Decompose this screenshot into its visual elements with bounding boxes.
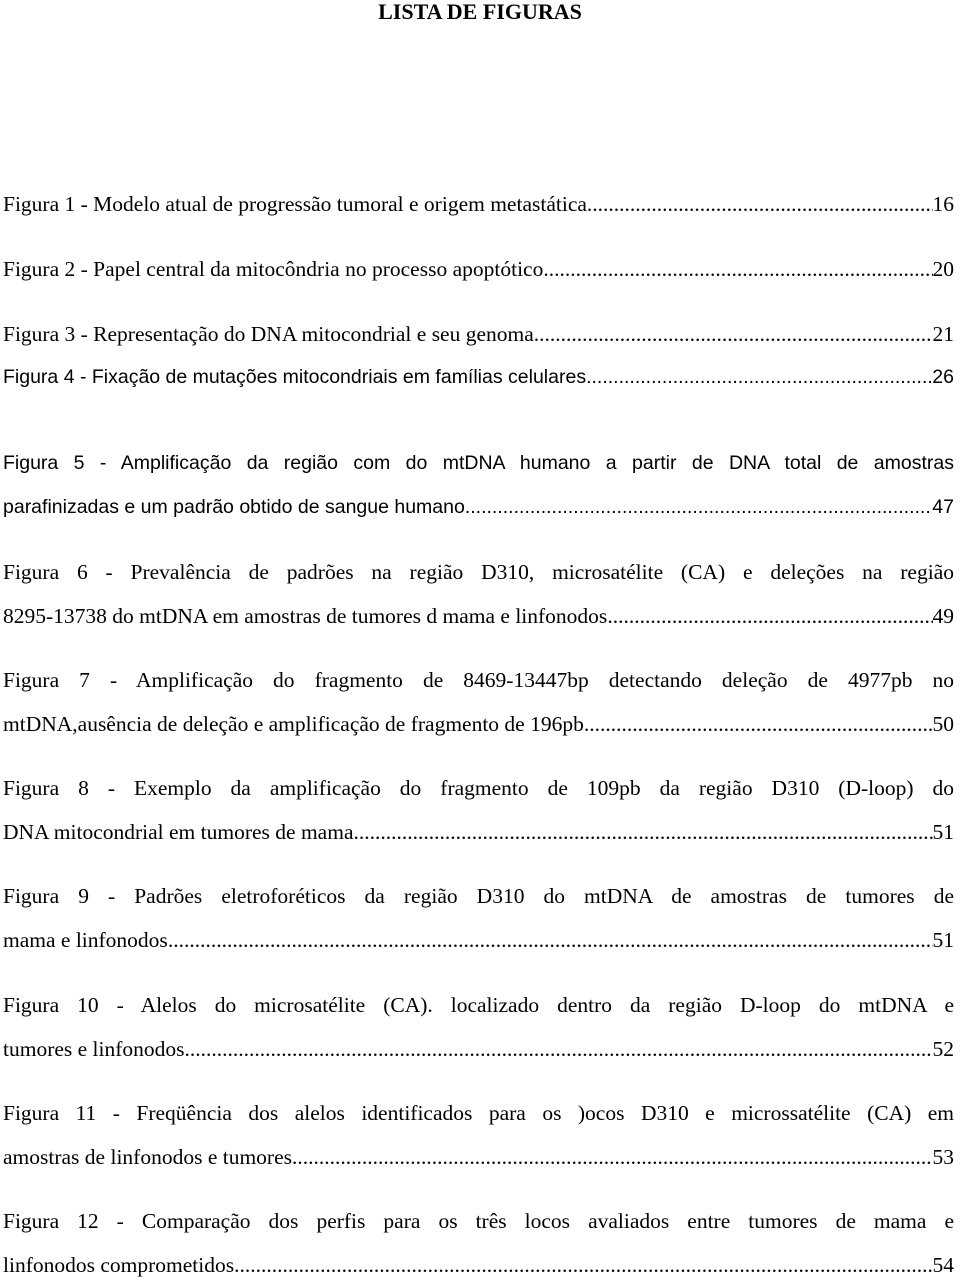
dot-leader (534, 313, 933, 357)
figure-entry (3, 551, 954, 638)
page-number: 53 (933, 1136, 955, 1180)
figure-caption-text: mama e linfonodos (3, 919, 168, 963)
page-number: 50 (933, 703, 955, 747)
dot-leader (354, 811, 933, 855)
page-number: 16 (933, 183, 955, 227)
figure-caption-last-line (3, 313, 954, 357)
dot-leader (607, 595, 932, 639)
figure-caption-last-line (3, 703, 954, 747)
figure-caption-text: Figura 2 - Papel central da mitocôndria no processo apoptótico (3, 248, 543, 292)
figure-caption-text: Figura 3 - Representação do DNA mitocondrial e seu genoma (3, 313, 534, 357)
figure-caption-last-line (3, 811, 954, 855)
page-number: 26 (932, 356, 954, 400)
figure-caption-line: Figura 11 - Freqüência dos alelos identificados para os )ocos D310 e microssatélite (CA) em (3, 1092, 954, 1136)
figure-caption-line: Figura 8 - Exemplo da amplificação do fragmento de 109pb da região D310 (D-loop) do (3, 767, 954, 811)
figure-entry (3, 356, 954, 400)
figure-entry (3, 1092, 954, 1179)
figure-caption-last-line (3, 1244, 954, 1287)
page-number: 47 (932, 486, 954, 530)
figure-caption-last-line (3, 183, 954, 227)
figure-entry (3, 659, 954, 746)
figure-caption-last-line (3, 356, 954, 400)
figure-entry (3, 875, 954, 962)
dot-leader (185, 1028, 933, 1072)
figure-caption-text: linfonodos comprometidos (3, 1244, 234, 1287)
figure-entry (3, 442, 954, 529)
figure-caption-text: parafinizadas e um padrão obtido de sangue humano (3, 486, 465, 530)
dot-leader (168, 919, 933, 963)
figure-caption-last-line (3, 919, 954, 963)
page-number: 20 (933, 248, 955, 292)
dot-leader (234, 1244, 932, 1287)
figure-caption-text: tumores e linfonodos (3, 1028, 185, 1072)
figure-caption-line: Figura 5 - Amplificação da região com do mtDNA humano a partir de DNA total de amostras (3, 442, 954, 486)
figure-caption-line: Figura 7 - Amplificação do fragmento de 8469-13447bp detectando deleção de 4977pb no (3, 659, 954, 703)
figure-caption-text: Figura 1 - Modelo atual de progressão tumoral e origem metastática (3, 183, 587, 227)
figure-entry (3, 248, 954, 292)
figure-entry (3, 984, 954, 1071)
page-number: 51 (933, 919, 955, 963)
figure-entry (3, 183, 954, 227)
page-number: 54 (933, 1244, 955, 1287)
figure-entry (3, 767, 954, 854)
figure-caption-text: amostras de linfonodos e tumores (3, 1136, 292, 1180)
figure-entry (3, 313, 954, 357)
figure-caption-text: Figura 4 - Fixação de mutações mitocondriais em famílias celulares (3, 356, 586, 400)
figure-caption-line: Figura 6 - Prevalência de padrões na região D310, microsatélite (CA) e deleções na região (3, 551, 954, 595)
dot-leader (292, 1136, 932, 1180)
page-title: LISTA DE FIGURAS (0, 0, 960, 24)
page-number: 52 (933, 1028, 955, 1072)
figure-caption-line: Figura 12 - Comparação dos perfis para os três locos avaliados entre tumores de mama e (3, 1200, 954, 1244)
figure-caption-text: mtDNA,ausência de deleção e amplificação de fragmento de 196pb (3, 703, 584, 747)
figure-entry (3, 1200, 954, 1287)
figure-caption-line: Figura 9 - Padrões eletroforéticos da região D310 do mtDNA de amostras de tumores de (3, 875, 954, 919)
figure-caption-last-line (3, 248, 954, 292)
dot-leader (465, 486, 932, 530)
figure-caption-last-line (3, 1136, 954, 1180)
dot-leader (543, 248, 932, 292)
figure-caption-last-line (3, 486, 954, 530)
figure-caption-last-line (3, 595, 954, 639)
dot-leader (587, 183, 933, 227)
figure-caption-text: DNA mitocondrial em tumores de mama (3, 811, 354, 855)
figure-caption-last-line (3, 1028, 954, 1072)
figure-caption-text: 8295-13738 do mtDNA em amostras de tumores d mama e linfonodos (3, 595, 607, 639)
page-number: 51 (933, 811, 955, 855)
dot-leader (584, 703, 933, 747)
figure-caption-line: Figura 10 - Alelos do microsatélite (CA). localizado dentro da região D-loop do mtDNA e (3, 984, 954, 1028)
page-number: 21 (933, 313, 955, 357)
dot-leader (586, 356, 932, 400)
page-number: 49 (933, 595, 955, 639)
